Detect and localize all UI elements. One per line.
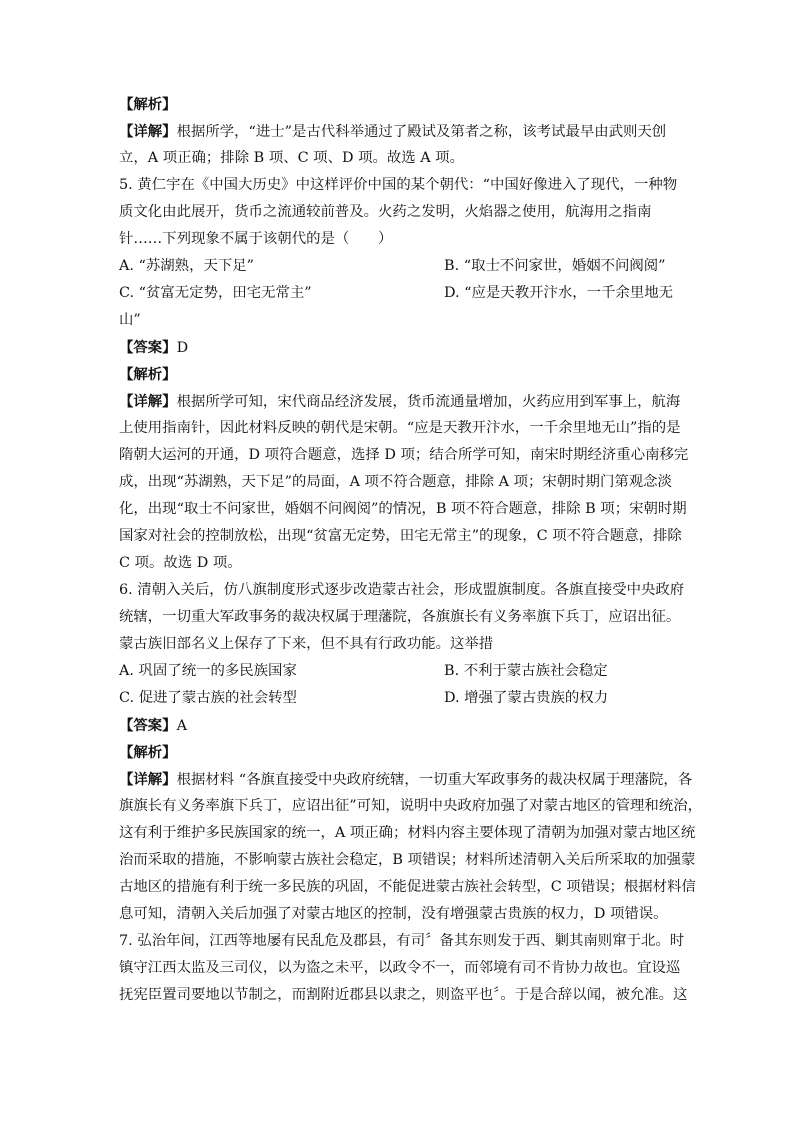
line-text: 隋朝大运河的开通，D 项符合题意，选择 D 项；结合所学可知，南宋时期经济重心南移完 xyxy=(119,447,689,463)
answer-option: B. “取士不问家世，婚姻不问阀阅” xyxy=(444,258,666,274)
line-text: 6. 清朝入关后，仿八旗制度形式逐步改造蒙古社会，形成盟旗制度。各旗直接受中央政府 xyxy=(119,582,685,598)
answer-option: A. “苏湖熟，天下足” xyxy=(119,258,254,274)
line-text: 这有利于维护多民族国家的统一，A 项正确；材料内容主要体现了清朝为加强对蒙古地区统 xyxy=(119,825,696,841)
section-tag: 【详解】 xyxy=(119,123,177,140)
text-line xyxy=(119,145,675,172)
line-text: 立，A 项正确；排除 B 项、C 项、D 项。故选 A 项。 xyxy=(119,150,464,166)
text-line xyxy=(119,982,688,1009)
text-line xyxy=(119,577,685,604)
answer-option: D. 增强了蒙古贵族的权力 xyxy=(444,690,609,706)
answer-option: C. “贫富无定势，田宅无常主” xyxy=(119,285,312,301)
section-tag: 【解析】 xyxy=(119,744,177,761)
text-line xyxy=(119,415,681,442)
text-line xyxy=(119,523,682,550)
line-text: 质文化由此展开，货币之流通较前普及。火药之发明，火焰器之使用，航海用之指南 xyxy=(119,204,652,220)
section-tag: 【答案】 xyxy=(119,717,177,734)
line-text: 针……下列现象不属于该朝代的是（ ） xyxy=(119,231,393,247)
text-line xyxy=(119,604,681,631)
text-line xyxy=(119,199,675,226)
line-text: 息可知，清朝入关后加强了对蒙古地区的控制，没有增强蒙古贵族的权力，D 项错误。 xyxy=(119,906,668,922)
text-line xyxy=(119,847,696,874)
answer-options-row xyxy=(119,658,675,685)
section-tag: 【解析】 xyxy=(119,96,177,113)
line-text: 抚宪臣置司要地以节制之，而割附近郡县以隶之，则盗平也〞。于是合辞以闻，被允准。这 xyxy=(119,987,688,1003)
answer-options-row xyxy=(119,280,675,307)
text-line xyxy=(119,334,675,361)
text-line xyxy=(119,496,687,523)
answer-options-row xyxy=(119,253,675,280)
text-line xyxy=(119,874,696,901)
line-text: 镇守江西太监及三司仪，以为盗之未平，以政令不一，而邻境有司不肯协力故也。宜设巡 xyxy=(119,960,681,976)
line-text: 7. 弘治年间，江西等地屡有民乱危及郡县，有司〞备其东则发于西、剿其南则窜于北。时 xyxy=(119,933,685,949)
text-line xyxy=(119,118,675,145)
line-text: 山” xyxy=(119,312,141,328)
line-text: 国家对社会的控制放松，出现“贫富无定势，田宅无常主”的现象，C 项不符合题意，排除 xyxy=(119,528,682,544)
line-text: 根据所学可知，宋代商品经济发展，货币流通量增加，火药应用到军事上，航海 xyxy=(176,394,681,410)
section-tag: 【解析】 xyxy=(119,366,177,383)
line-text: D xyxy=(176,340,189,356)
text-line xyxy=(119,469,675,496)
line-text: 根据材料 “各旗直接受中央政府统辖，一切重大军政事务的裁决权属于理藩院，各 xyxy=(176,772,693,788)
text-line xyxy=(119,388,681,415)
text-line xyxy=(119,361,675,388)
text-line xyxy=(119,766,693,793)
text-line xyxy=(119,307,675,334)
line-text: 古地区的措施有利于统一多民族的巩固，不能促进蒙古族社会转型，C 项错误；根据材料信 xyxy=(119,879,696,895)
section-tag: 【答案】 xyxy=(119,339,177,356)
text-line xyxy=(119,901,675,928)
section-tag: 【详解】 xyxy=(119,393,177,410)
answer-option: A. 巩固了统一的多民族国家 xyxy=(119,663,297,679)
line-text: 5. 黄仁宇在《中国大历史》中这样评价中国的某个朝代：“中国好像进入了现代，一种物 xyxy=(119,177,678,193)
answer-options-row xyxy=(119,685,675,712)
document-page xyxy=(119,91,702,1009)
text-line xyxy=(119,739,675,766)
answer-option: D. “应是天教开汴水，一千余里地无 xyxy=(444,285,674,301)
text-line xyxy=(119,226,675,253)
text-line xyxy=(119,955,681,982)
section-tag: 【详解】 xyxy=(119,771,177,788)
text-line xyxy=(119,631,675,658)
text-line xyxy=(119,91,675,118)
line-text: C 项。故选 D 项。 xyxy=(119,555,242,571)
text-line xyxy=(119,928,685,955)
line-text: 统辖，一切重大军政事务的裁决权属于理藩院，各旗旗长有义务率旗下兵丁，应诏出征。 xyxy=(119,609,681,625)
line-text: 治而采取的措施，不影响蒙古族社会稳定，B 项错误；材料所述清朝入关后所采取的加强蒙 xyxy=(119,852,696,868)
line-text: A xyxy=(176,718,187,734)
text-line xyxy=(119,793,702,820)
text-line xyxy=(119,442,689,469)
text-line xyxy=(119,550,675,577)
line-text: 成，出现“苏湖熟，天下足”的局面，A 项不符合题意，排除 A 项；宋朝时期门第观念淡 xyxy=(119,474,672,490)
line-text: 化，出现“取士不问家世，婚姻不问阀阅”的情况，B 项不符合题意，排除 B 项；宋朝时期 xyxy=(119,501,687,517)
answer-option: B. 不利于蒙古族社会稳定 xyxy=(444,663,608,679)
line-text: 根据所学，“进士”是古代科举通过了殿试及第者之称，该考试最早由武则天创 xyxy=(176,124,667,140)
answer-option: C. 促进了蒙古族的社会转型 xyxy=(119,690,297,706)
text-line xyxy=(119,172,678,199)
line-text: 上使用指南针，因此材料反映的朝代是宋朝。“应是天教开汴水，一千余里地无山”指的是 xyxy=(119,420,681,436)
text-line xyxy=(119,820,696,847)
line-text: 蒙古族旧部名义上保存了下来，但不具有行政功能。这举措 xyxy=(119,636,494,652)
text-line xyxy=(119,712,675,739)
line-text: 旗旗长有义务率旗下兵丁，应诏出征”可知，说明中央政府加强了对蒙古地区的管理和统治， xyxy=(119,798,702,814)
